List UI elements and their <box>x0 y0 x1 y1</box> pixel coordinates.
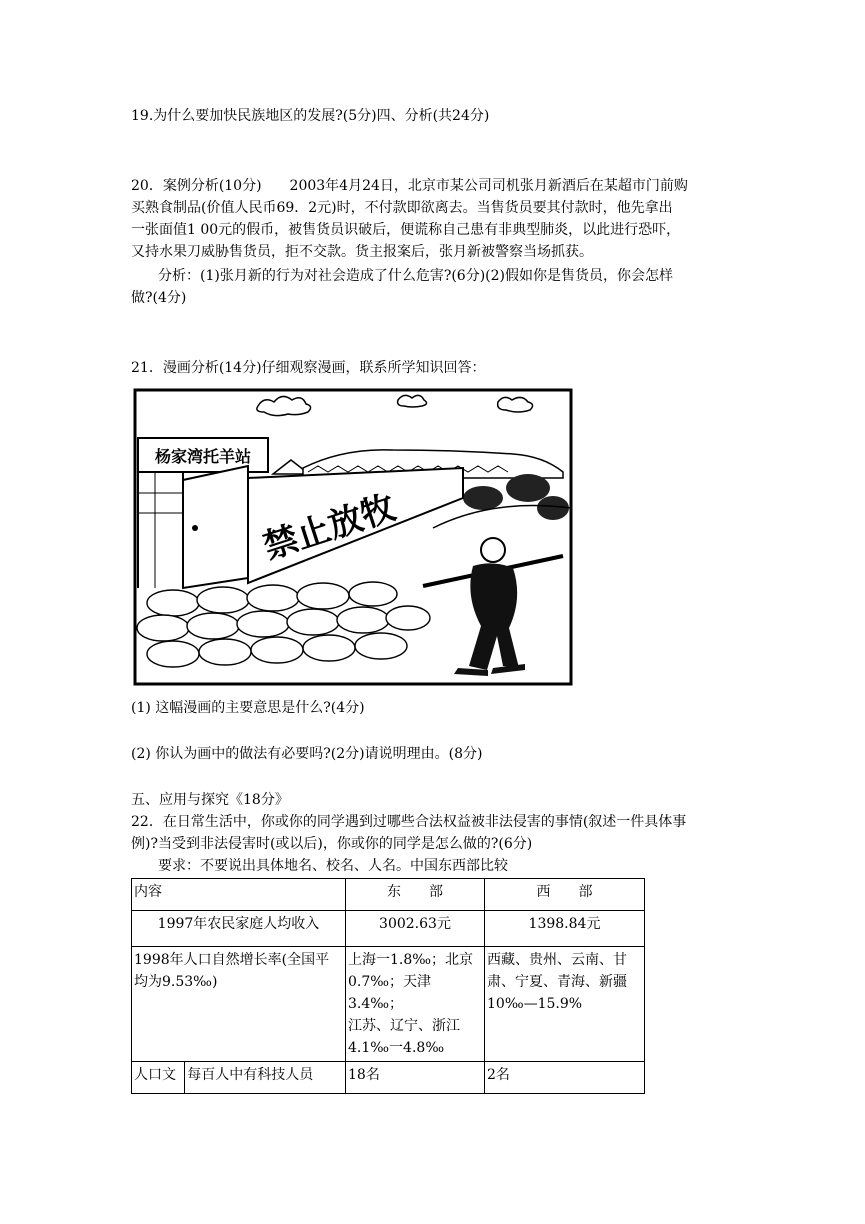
cell-r3-label-b: 每百人中有科技人员 <box>185 1062 346 1094</box>
table-row <box>132 947 645 1062</box>
cell-r2-label <box>132 947 346 1062</box>
q21-sub-1: (1) 这幅漫画的主要意思是什么?(4分) <box>131 700 365 716</box>
cell-r2-west <box>485 947 645 1062</box>
cell-text: 上海一1.8‰；北京 <box>348 952 474 968</box>
q20-line-4: 又持水果刀威胁售货员，拒不交款。货主报案后，张月新被警察当场抓获。 <box>131 244 593 260</box>
cell-text: 西藏、贵州、云南、甘 <box>487 952 627 968</box>
banner-text: 禁止放牧 <box>258 487 401 568</box>
cell-text: 4.1‰一4.8‰ <box>348 1040 445 1056</box>
cell-text: 10‰—15.9% <box>487 996 583 1012</box>
cell-r2-east <box>346 947 485 1062</box>
q20-line-3: 一张面值1 00元的假币，被售货员识破后，便谎称自己患有非典型肺炎，以此进行恐吓， <box>131 222 681 238</box>
cell-r3-west: 2名 <box>485 1062 645 1094</box>
cell-text: 肃、宁夏、青海、新疆 <box>487 974 627 990</box>
cell-r3-label-a: 人口文 <box>132 1062 185 1094</box>
q21-intro: 21．漫画分析(14分)仔细观察漫画，联系所学知识回答： <box>131 360 486 376</box>
cell-r3-east: 18名 <box>346 1062 485 1094</box>
cell-r1-east: 3002.63元 <box>346 911 485 947</box>
table-row <box>132 911 645 947</box>
section-5-heading: 五、应用与探究《18分》 <box>131 792 289 808</box>
cell-text: 均为9.53‰) <box>134 974 218 990</box>
q21-sub-2: (2) 你认为画中的做法有必要吗?(2分)请说明理由。(8分) <box>131 746 483 762</box>
q22-line-2: 例)?当受到非法侵害时(或以后)，你或你的同学是怎么做的?(6分) <box>131 836 533 852</box>
header-content: 内容 <box>132 879 346 911</box>
q20-line-6: 做?(4分) <box>131 290 187 306</box>
q22-line-1: 22．在日常生活中，你或你的同学遇到过哪些合法权益被非法侵害的事情(叙述一件具体事 <box>131 814 687 830</box>
comparison-table <box>131 878 645 1094</box>
sheep-herd <box>137 582 430 667</box>
station-sign: 杨家湾托羊站 <box>154 447 252 466</box>
q20-line-2: 买熟食制品(价值人民币69．2元)时，不付款即欲离去。当售货员要其付款时，他先拿出 <box>131 200 673 216</box>
header-west: 西 部 <box>485 879 645 911</box>
q20-line-5: 分析：(1)张月新的行为对社会造成了什么危害?(6分)(2)假如你是售货员，你会怎样 <box>158 268 673 284</box>
cell-text: 江苏、辽宁、浙江 <box>348 1018 460 1034</box>
header-east: 东 部 <box>346 879 485 911</box>
q22-line-3: 要求：不要说出具体地名、校名、人名。中国东西部比较 <box>158 858 508 874</box>
table-row <box>132 1062 645 1094</box>
table-row <box>132 879 645 911</box>
cell-text: 0.7‰；天津3.4‰； <box>348 974 432 1012</box>
cell-r1-label: 1997年农民家庭人均收入 <box>132 911 346 947</box>
cell-r1-west: 1398.84元 <box>485 911 645 947</box>
cartoon-illustration <box>133 388 573 688</box>
cell-text: 1998年人口自然增长率(全国平 <box>134 952 330 968</box>
q20-line-1: 20．案例分析(10分) 2003年4月24日，北京市某公司司机张月新酒后在某超市门前购 <box>131 178 688 194</box>
question-19: 19.为什么要加快民族地区的发展?(5分)四、分析(共24分) <box>131 108 490 124</box>
